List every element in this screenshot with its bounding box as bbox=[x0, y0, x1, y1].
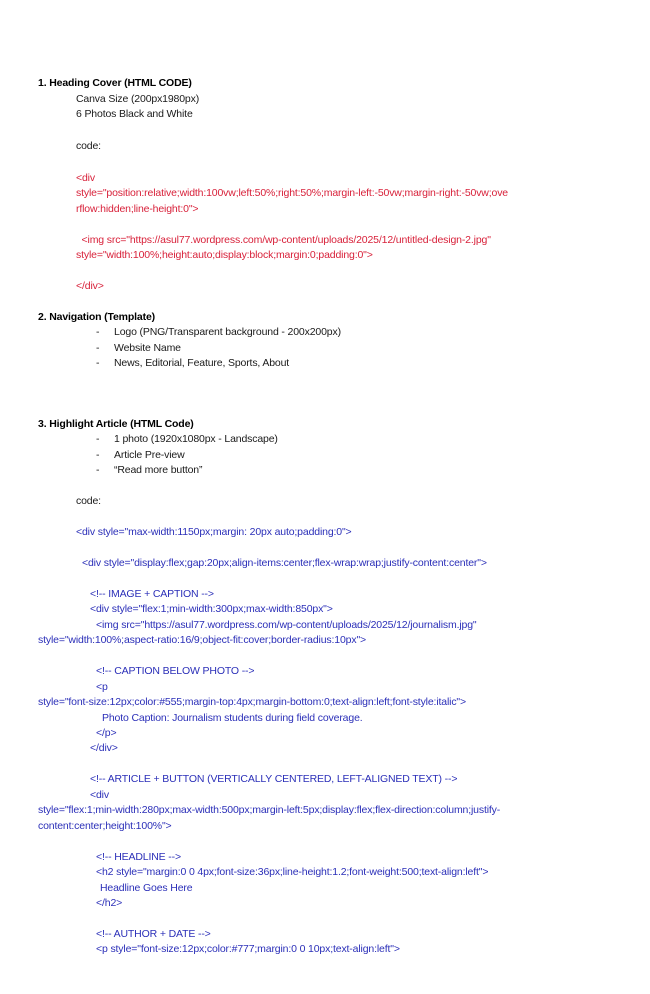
code-comment: <!-- HEADLINE --> bbox=[96, 851, 181, 863]
section-1-heading: 1. Heading Cover (HTML CODE) bbox=[38, 77, 192, 89]
code-line: <div bbox=[90, 789, 109, 801]
code-line: </div> bbox=[90, 742, 118, 754]
code-line: style="position:relative;width:100vw;left:50%;right:50%;margin-left:-50vw;margin-right:-50vw;ove bbox=[76, 187, 508, 199]
code-comment: <!-- ARTICLE + BUTTON (VERTICALLY CENTERED, LEFT-ALIGNED TEXT) --> bbox=[90, 773, 458, 785]
section-3-bullet: “Read more button” bbox=[114, 464, 203, 476]
code-line: <img src="https://asul77.wordpress.com/wp-content/uploads/2025/12/untitled-design-2.jpg" bbox=[76, 234, 491, 246]
code-line: style="flex:1;min-width:280px;max-width:500px;margin-left:5px;display:flex;flex-direction:column;justify- bbox=[38, 804, 501, 816]
code-line: <img src="https://asul77.wordpress.com/wp-content/uploads/2025/12/journalism.jpg" bbox=[96, 619, 477, 631]
code-line: style="width:100%;aspect-ratio:16/9;object-fit:cover;border-radius:10px"> bbox=[38, 634, 367, 646]
code-line: <div style="display:flex;gap:20px;align-items:center;flex-wrap:wrap;justify-content:center"> bbox=[82, 557, 487, 569]
section-2-heading: 2. Navigation (Template) bbox=[38, 311, 155, 323]
section-2-bullet: Website Name bbox=[114, 342, 181, 354]
section-1-detail: Canva Size (200px1980px) bbox=[76, 93, 200, 105]
code-line: rflow:hidden;line-height:0"> bbox=[76, 203, 199, 215]
code-line: <p style="font-size:12px;color:#777;margin:0 0 10px;text-align:left"> bbox=[96, 943, 400, 955]
code-line: <p bbox=[96, 681, 108, 693]
section-1-code-label: code: bbox=[76, 140, 101, 152]
bullet-dash-icon: - bbox=[96, 464, 100, 476]
section-3-bullet: Article Pre-view bbox=[114, 449, 185, 461]
section-3-heading: 3. Highlight Article (HTML Code) bbox=[38, 418, 194, 430]
code-line: <div style="flex:1;min-width:300px;max-width:850px"> bbox=[90, 603, 333, 615]
section-3-bullet: 1 photo (1920x1080px - Landscape) bbox=[114, 433, 278, 445]
code-comment: <!-- CAPTION BELOW PHOTO --> bbox=[96, 665, 255, 677]
code-line: <h2 style="margin:0 0 4px;font-size:36px;line-height:1.2;font-weight:500;text-align:left"> bbox=[96, 866, 489, 878]
code-line: </div> bbox=[76, 280, 104, 292]
section-1-detail: 6 Photos Black and White bbox=[76, 108, 193, 120]
code-line: <div bbox=[76, 172, 95, 184]
code-line: </h2> bbox=[96, 897, 123, 909]
section-2-bullet: News, Editorial, Feature, Sports, About bbox=[114, 357, 290, 369]
code-comment: <!-- AUTHOR + DATE --> bbox=[96, 928, 211, 940]
code-line: Photo Caption: Journalism students during field coverage. bbox=[102, 712, 363, 724]
code-line: Headline Goes Here bbox=[100, 882, 193, 894]
code-line: content:center;height:100%"> bbox=[38, 820, 172, 832]
code-line: style="width:100%;height:auto;display:block;margin:0;padding:0"> bbox=[76, 249, 373, 261]
bullet-dash-icon: - bbox=[96, 342, 100, 354]
bullet-dash-icon: - bbox=[96, 449, 100, 461]
code-line: style="font-size:12px;color:#555;margin-top:4px;margin-bottom:0;text-align:left;font-style:italic"> bbox=[38, 696, 466, 708]
code-line: </p> bbox=[96, 727, 117, 739]
code-comment: <!-- IMAGE + CAPTION --> bbox=[90, 588, 214, 600]
bullet-dash-icon: - bbox=[96, 357, 100, 369]
section-2-bullet: Logo (PNG/Transparent background - 200x200px) bbox=[114, 326, 341, 338]
bullet-dash-icon: - bbox=[96, 326, 100, 338]
code-line: <div style="max-width:1150px;margin: 20px auto;padding:0"> bbox=[76, 526, 352, 538]
section-3-code-label: code: bbox=[76, 495, 101, 507]
bullet-dash-icon: - bbox=[96, 433, 100, 445]
